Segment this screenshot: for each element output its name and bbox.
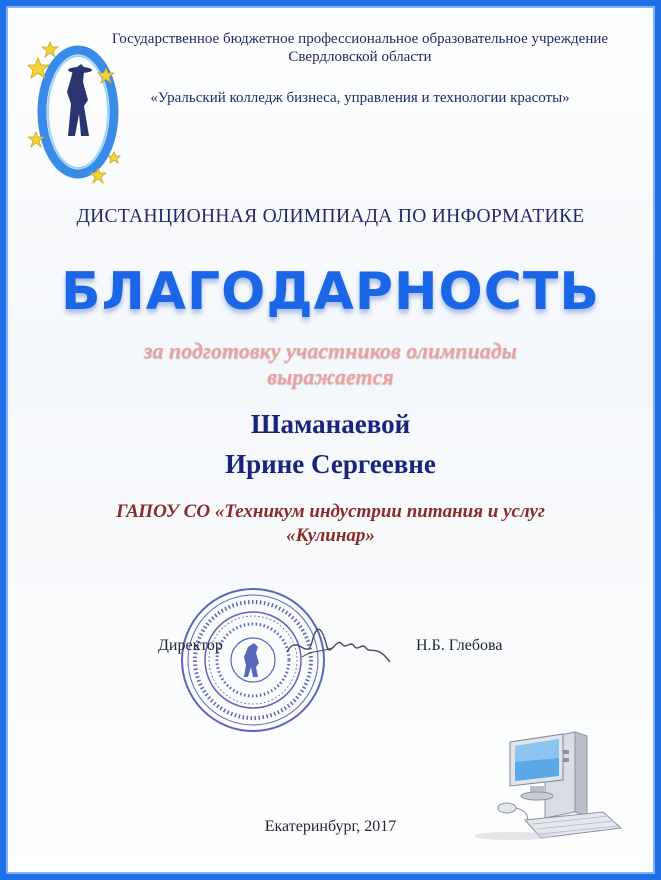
institution-line-2: Свердловской области <box>288 49 432 65</box>
director-title: Директор <box>158 637 223 654</box>
recipient-line-2: Ирине Сергеевне <box>225 449 436 479</box>
subtitle-line-2: выражается <box>267 364 394 389</box>
certificate-subtitle <box>20 338 641 390</box>
signature-icon <box>282 622 397 672</box>
certificate-title: БЛАГОДАРНОСТЬ <box>60 262 601 322</box>
institution-line-1: Государственное бюджетное профессиональное образовательное учреждение <box>111 31 609 47</box>
recipient-organization <box>60 500 601 548</box>
recipient-name <box>20 404 641 484</box>
organization-line-1: ГАПОУ СО «Техникум индустрии питания и услуг <box>116 501 545 522</box>
institution-name <box>70 30 650 66</box>
olympiad-name: ДИСТАНЦИОННАЯ ОЛИМПИАДА ПО ИНФОРМАТИКЕ <box>76 206 585 227</box>
subtitle-line-1: за подготовку участников олимпиады <box>143 338 518 363</box>
recipient-line-1: Шаманаевой <box>250 409 411 439</box>
director-name: Н.Б. Глебова <box>416 637 503 654</box>
city-and-year: Екатеринбург, 2017 <box>264 818 397 835</box>
college-name: «Уральский колледж бизнеса, управления и технологии красоты» <box>150 90 570 106</box>
organization-line-2: «Кулинар» <box>286 525 375 546</box>
